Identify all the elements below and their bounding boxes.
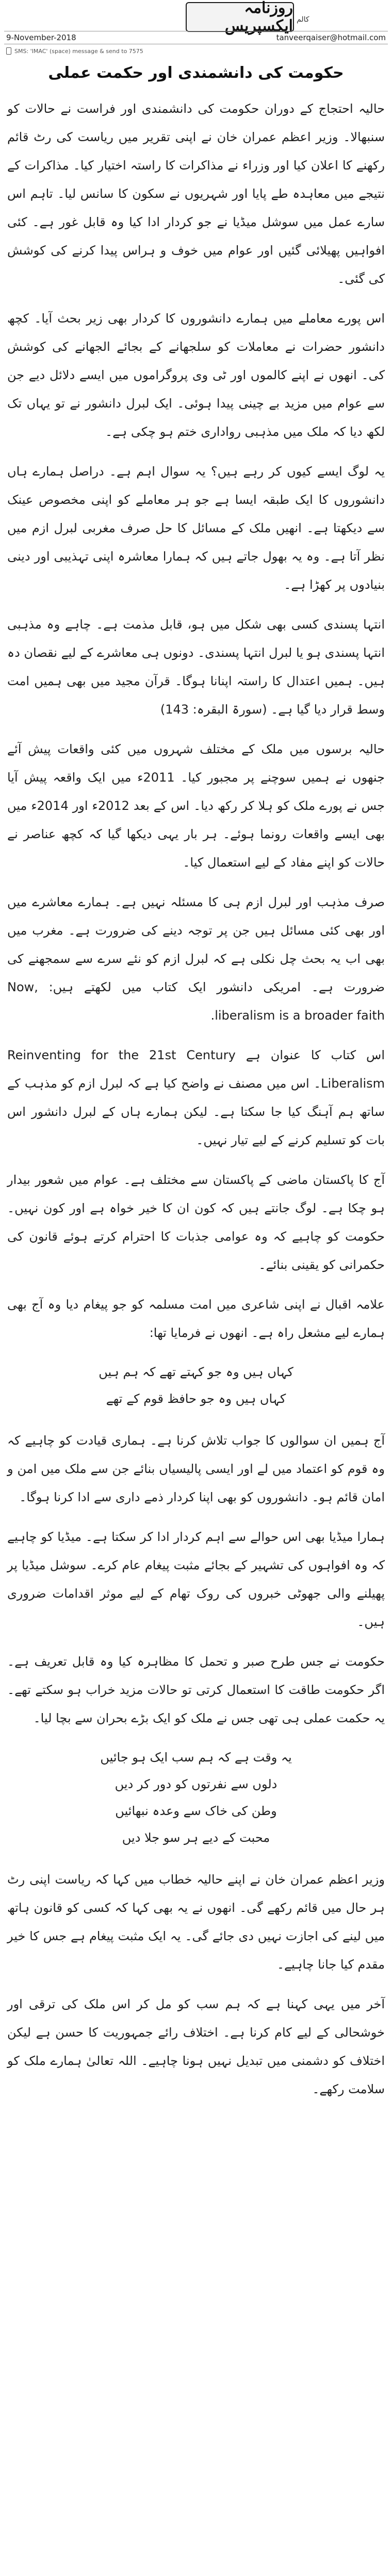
article-paragraph: انتہا پسندی کسی بھی شکل میں ہو، قابل مذمت ہے۔ چاہے وہ مذہبی انتہا پسندی ہو یا لبرل انتہا پسندی۔ دونوں ہی معاشرے کے لیے نقصان دہ ہیں۔ ہمیں اعتدال کا راستہ اپنانا ہوگا۔ قرآن مجید میں بھی ہمیں امت وسط قرار دیا گیا ہے۔ (سورۃ البقرہ: 143): [7, 617, 385, 717]
author-email[interactable]: tanveerqaiser@hotmail.com: [276, 33, 386, 42]
sms-text: SMS: 'IMAC' (space) message & send to 7575: [14, 47, 143, 55]
article-paragraph: آج ہمیں ان سوالوں کا جواب تلاش کرنا ہے۔ ہماری قیادت کو چاہیے کہ وہ قوم کو اعتماد میں لے اور ایسی پالیسیاں بنائے جن سے ملک میں امن و امان قائم ہو۔ دانشوروں کو بھی اپنا کردار ذمے داری سے ادا کرنا ہوگا۔: [7, 1433, 385, 1504]
section-label: کالم: [297, 15, 309, 24]
poem-line: محبت کے دیے ہر سو جلا دیں: [122, 1831, 270, 1845]
article-paragraph: حکومت نے جس طرح صبر و تحمل کا مظاہرہ کیا وہ قابل تعریف ہے۔ اگر حکومت طاقت کا استعمال کرتی تو حالات مزید خراب ہو سکتے تھے۔ یہ حکمت عملی ہی تھی جس نے ملک کو ایک بڑے بحران سے بچا لیا۔: [7, 1654, 385, 1725]
poem-line: یہ وقت ہے کہ ہم سب ایک ہو جائیں: [100, 1750, 292, 1765]
poem-line: دلوں سے نفرتوں کو دور کر دیں: [115, 1777, 277, 1791]
article-paragraph: اس پورے معاملے میں ہمارے دانشوروں کا کردار بھی زیر بحث آیا۔ کچھ دانشور حضرات نے معاملات کو سلجھانے کے بجائے الجھانے کی کوشش کی۔ انھوں نے اپنے کالموں اور ٹی وی پروگراموں میں ایسے دلائل دیے جن سے عوام میں مزید بے چینی پیدا ہوئی۔ ایک لبرل دانشور نے تو یہاں تک لکھ دیا کہ ملک میں مذہبی رواداری ختم ہو چکی ہے۔: [7, 311, 385, 439]
publish-date: 9-November-2018: [6, 33, 76, 42]
poem-block: [38, 1359, 354, 1412]
poem-line: کہاں ہیں وہ جو حافظ قوم کے تھے: [106, 1392, 286, 1406]
poem-line: کہاں ہیں وہ جو کہتے تھے کہ ہم ہیں: [99, 1365, 293, 1379]
article-paragraph: آج کا پاکستان ماضی کے پاکستان سے مختلف ہے۔ عوام میں شعور بیدار ہو چکا ہے۔ لوگ جانتے ہیں کہ کون ان کا خیر خواہ ہے اور کون نہیں۔ حکومت کو چاہیے کہ وہ عوامی جذبات کا احترام کرتے ہوئے قانون کی حکمرانی کو یقینی بنائے۔: [7, 1173, 385, 1272]
article-body: [7, 60, 385, 2576]
newspaper-logo: روزنامہ ایکسپریس: [186, 2, 294, 32]
article-paragraph: حالیہ احتجاج کے دوران حکومت کی دانشمندی اور فراست نے حالات کو سنبھالا۔ وزیر اعظم عمران خان نے اپنی تقریر میں ریاست کی رٹ قائم رکھنے کا اعلان کیا اور وزراء نے مذاکرات کا راستہ اختیار کیا۔ مذاکرات کے نتیجے میں معاہدہ طے پایا اور شہریوں نے سکون کا سانس لیا۔ تاہم اس سارے عمل میں سوشل میڈیا نے جو کردار ادا کیا وہ قابل غور ہے۔ کئی افواہیں پھیلائی گئیں اور عوام میں خوف و ہراس پیدا کرنے کی کوشش کی گئی۔: [7, 101, 385, 286]
article-paragraph: حالیہ برسوں میں ملک کے مختلف شہروں میں کئی واقعات پیش آئے جنھوں نے ہمیں سوچنے پر مجبور کیا۔ 2011ء میں ایک واقعہ پیش آیا جس نے پورے ملک کو ہلا کر رکھ دیا۔ اس کے بعد 2012ء اور 2014ء میں بھی ایسے واقعات رونما ہوئے۔ ہر بار یہی دیکھا گیا کہ کچھ عناصر نے حالات کو اپنے مفاد کے لیے استعمال کیا۔: [7, 742, 385, 870]
article-paragraph: آخر میں یہی کہنا ہے کہ ہم سب کو مل کر اس ملک کی ترقی اور خوشحالی کے لیے کام کرنا ہے۔ اختلاف رائے جمہوریت کا حسن ہے لیکن اختلاف کو دشمنی میں تبدیل نہیں ہونا چاہیے۔ اللہ تعالیٰ ہمارے ملک کو سلامت رکھے۔: [7, 1997, 385, 2096]
article-paragraph: ہمارا میڈیا بھی اس حوالے سے اہم کردار ادا کر سکتا ہے۔ میڈیا کو چاہیے کہ وہ افواہوں کی تشہیر کے بجائے مثبت پیغام عام کرے۔ سوشل میڈیا پر پھیلنے والی جھوٹی خبروں کی روک تھام کے لیے موثر اقدامات ضروری ہیں۔: [7, 1530, 385, 1629]
article-paragraph: یہ لوگ ایسے کیوں کر رہے ہیں؟ یہ سوال اہم ہے۔ دراصل ہمارے ہاں دانشوروں کا ایک طبقہ ایسا ہے جو ہر معاملے کو اپنی مخصوص عینک سے دیکھتا ہے۔ انھیں ملک کے مسائل کا حل صرف مغربی لبرل ازم میں نظر آتا ہے۔ وہ یہ بھول جاتے ہیں کہ ہمارا معاشرہ اپنی تہذیبی اور دینی بنیادوں پر کھڑا ہے۔: [7, 464, 385, 592]
date-bar: [4, 31, 388, 44]
article-paragraph: صرف مذہب اور لبرل ازم ہی کا مسئلہ نہیں ہے۔ ہمارے معاشرے میں اور بھی کئی مسائل ہیں جن پر توجہ دینے کی ضرورت ہے۔ مغرب میں بھی اب یہ بحث چل نکلی ہے کہ لبرل ازم کو نئے سرے سے سمجھنے کی ضرورت ہے۔ امریکی دانشور ایک کتاب میں لکھتے ہیں: Now, liberalism is a broader faith.: [7, 895, 385, 1023]
article-paragraph: وزیر اعظم عمران خان نے اپنے حالیہ خطاب میں کہا کہ ریاست اپنی رٹ ہر حال میں قائم رکھے گی۔ انھوں نے یہ بھی کہا کہ کسی کو قانون ہاتھ میں لینے کی اجازت نہیں دی جائے گی۔ یہ ایک مثبت پیغام ہے جس کا خیر مقدم کیا جانا چاہیے۔: [7, 1872, 385, 1972]
poem-block: [38, 1744, 354, 1851]
article-paragraph: اس کتاب کا عنوان ہے Reinventing for the 21st Century Liberalism۔ اس میں مصنف نے واضح کیا ہے کہ لبرل ازم کو مذہب کے ساتھ ہم آہنگ کیا جا سکتا ہے۔ لیکن ہمارے ہاں کے لبرل دانشور اس بات کو تسلیم کرنے کے لیے تیار نہیں۔: [7, 1048, 385, 1147]
sms-bar: [4, 45, 388, 57]
phone-icon: [6, 47, 11, 55]
sms-info: [6, 47, 143, 55]
poem-line: وطن کی خاک سے وعدہ نبھائیں: [115, 1804, 277, 1818]
article-title: حکومت کی دانشمندی اور حکمت عملی: [48, 64, 344, 82]
article-paragraph: علامہ اقبال نے اپنی شاعری میں امت مسلمہ کو جو پیغام دیا وہ آج بھی ہمارے لیے مشعل راہ ہے۔ انھوں نے فرمایا تھا:: [7, 1297, 385, 1340]
